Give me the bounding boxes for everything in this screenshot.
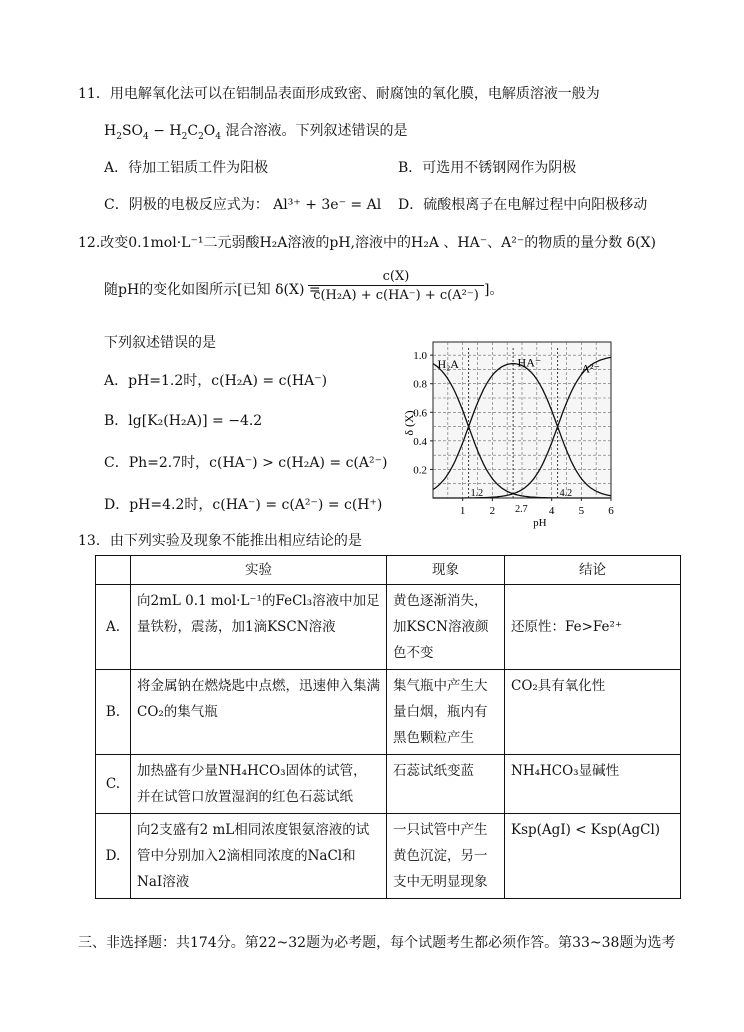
annotation-label: 1.2 bbox=[470, 488, 484, 499]
phenomenon-cell: 集气瓶中产生大量白烟，瓶内有黑色颗粒产生 bbox=[387, 670, 505, 755]
x-axis-label: pH bbox=[533, 517, 547, 529]
q11-option-c-text: C．阴极的电极反应式为： bbox=[104, 197, 269, 213]
series-label: HA⁻ bbox=[517, 355, 542, 370]
experiment-cell: 将金属钠在燃烧匙中点燃，迅速伸入集满CO₂的集气瓶 bbox=[131, 670, 387, 755]
row-label: C. bbox=[96, 755, 131, 814]
q12-definition-post: ]。 bbox=[484, 282, 504, 298]
conclusion-cell: Ksp(AgI) < Ksp(AgCl) bbox=[505, 814, 681, 899]
q12-option-a: A．pH=1.2时，c(H₂A) = c(HA⁻) bbox=[104, 373, 328, 389]
table-row bbox=[96, 755, 681, 814]
x-tick-label: 5 bbox=[578, 505, 585, 517]
y-tick-label: 0.6 bbox=[413, 407, 427, 420]
y-tick-label: 0.4 bbox=[413, 435, 427, 448]
q12-prompt: 下列叙述错误的是 bbox=[104, 335, 216, 351]
y-tick-label: 0.8 bbox=[413, 378, 427, 391]
q12-fraction-denominator: c(H₂A) + c(HA⁻) + c(A²⁻) bbox=[313, 288, 479, 303]
section3-heading: 三、非选择题：共174分。第22~32题为必考题，每个试题考生都必须作答。第33~38题为选考 bbox=[78, 935, 676, 951]
q11-formula: $H_2SO_4 - H_2C_2O_4$ bbox=[104, 123, 222, 142]
q12-stem: 12.改变0.1mol·L⁻¹二元弱酸H₂A溶液的pH,溶液中的H₂A 、HA⁻、A²⁻的物质的量分数 δ(X) bbox=[78, 235, 656, 251]
q12-definition-pre: 随pH的变化如图所示[已知 δ(X) = bbox=[104, 282, 321, 298]
q13-stem: 13．由下列实验及现象不能推出相应结论的是 bbox=[78, 533, 362, 549]
q12-option-c: C．Ph=2.7时，c(HA⁻) > c(H₂A) = c(A²⁻) bbox=[104, 455, 388, 471]
q13-header-phenomenon: 现象 bbox=[387, 556, 505, 585]
series-label: A²⁻ bbox=[581, 361, 600, 376]
x-tick-label: 2 bbox=[489, 505, 496, 517]
q11-option-c bbox=[104, 194, 381, 214]
x-tick-label: 4 bbox=[548, 505, 555, 517]
q11-stem2: 混合溶液。下列叙述错误的是 bbox=[225, 123, 408, 139]
q12-fraction-numerator: c(X) bbox=[308, 269, 484, 286]
q13-header-conclusion: 结论 bbox=[505, 556, 681, 585]
experiment-cell: 加热盛有少量NH₄HCO₃固体的试管，并在试管口放置湿润的红色石蕊试纸 bbox=[131, 755, 387, 814]
q13-header-blank bbox=[96, 556, 131, 585]
q12-option-b: B．lg[K₂(H₂A)] = −4.2 bbox=[104, 413, 263, 429]
q11-stem: 11．用电解氧化法可以在铝制品表面形成致密、耐腐蚀的氧化膜，电解质溶液一般为 bbox=[78, 86, 600, 102]
annotation-label: 4.2 bbox=[559, 488, 573, 499]
experiment-cell: 向2mL 0.1 mol·L⁻¹的FeCl₃溶液中加足量铁粉，震荡，加1滴KSCN溶液 bbox=[131, 585, 387, 670]
row-label: D. bbox=[96, 814, 131, 899]
q13-table bbox=[95, 555, 681, 899]
table-row bbox=[96, 585, 681, 670]
annotation-label: 2.7 bbox=[515, 504, 528, 515]
q11-option-c-eq: Al³⁺ + 3e⁻ = Al bbox=[273, 197, 382, 213]
row-label: A. bbox=[96, 585, 131, 670]
q12-option-d: D．pH=4.2时，c(HA⁻) = c(A²⁻) = c(H⁺) bbox=[104, 497, 383, 513]
conclusion-cell: 还原性：Fe>Fe²⁺ bbox=[505, 585, 681, 670]
q11-stem-line2 bbox=[104, 120, 407, 140]
q11-option-d: D．硫酸根离子在电解过程中向阳极移动 bbox=[398, 197, 648, 213]
y-tick-label: 1.0 bbox=[413, 350, 427, 363]
q13-header-experiment: 实验 bbox=[131, 556, 387, 585]
delta-ph-chart bbox=[402, 328, 635, 538]
x-tick-label: 6 bbox=[608, 505, 614, 517]
conclusion-cell: CO₂具有氧化性 bbox=[505, 670, 681, 755]
phenomenon-cell: 黄色逐渐消失，加KSCN溶液颜色不变 bbox=[387, 585, 505, 670]
q11-option-a: A．待加工铝质工件为阳极 bbox=[104, 160, 269, 176]
phenomenon-cell: 石蕊试纸变蓝 bbox=[387, 755, 505, 814]
conclusion-cell: NH₄HCO₃显碱性 bbox=[505, 755, 681, 814]
y-axis-label: δ (X) bbox=[402, 410, 416, 436]
y-tick-label: 0.2 bbox=[413, 464, 427, 477]
table-row bbox=[96, 814, 681, 899]
series-label: H₂A bbox=[437, 357, 459, 371]
experiment-cell: 向2支盛有2 mL相同浓度银氨溶液的试管中分别加入2滴相同浓度的NaCl和NaI溶液 bbox=[131, 814, 387, 899]
q13-header-row bbox=[96, 556, 681, 585]
x-tick-label: 1 bbox=[459, 505, 466, 517]
table-row bbox=[96, 670, 681, 755]
q11-option-b: B．可选用不锈钢网作为阴极 bbox=[398, 160, 577, 176]
row-label: B. bbox=[96, 670, 131, 755]
phenomenon-cell: 一只试管中产生黄色沉淀，另一支中无明显现象 bbox=[387, 814, 505, 899]
q12-fraction bbox=[308, 269, 484, 303]
